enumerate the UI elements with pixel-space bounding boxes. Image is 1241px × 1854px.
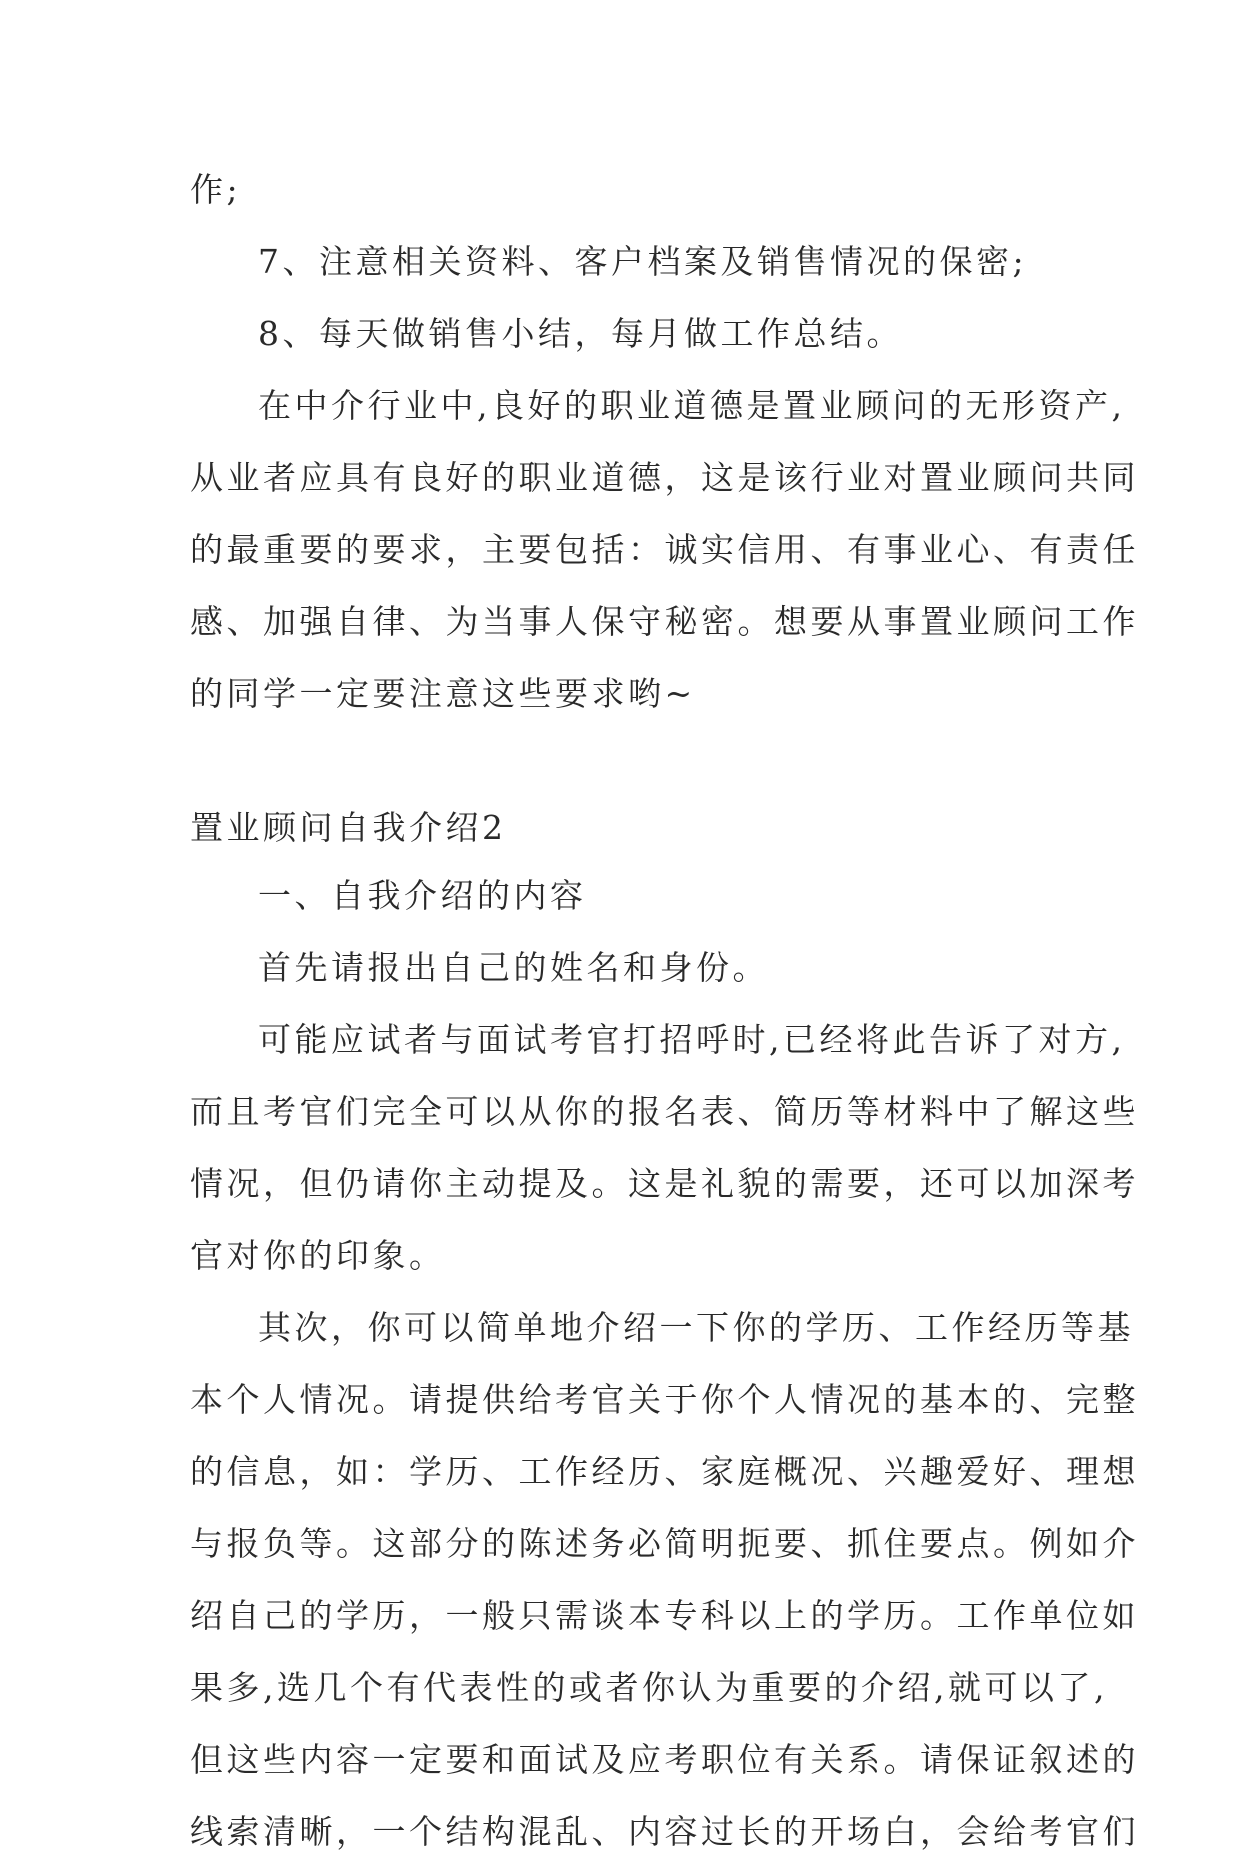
paragraph-line: 从业者应具有良好的职业道德，这是该行业对置业顾问共同 (190, 458, 1139, 497)
paragraph-line: 首先请报出自己的姓名和身份。 (258, 948, 769, 987)
paragraph-line: 的同学一定要注意这些要求哟~ (190, 674, 696, 713)
paragraph-line: 果多,选几个有代表性的或者你认为重要的介绍,就可以了, (190, 1668, 1108, 1707)
paragraph-line: 在中介行业中,良好的职业道德是置业顾问的无形资产, (258, 386, 1126, 425)
paragraph-line: 而且考官们完全可以从你的报名表、简历等材料中了解这些 (190, 1092, 1139, 1131)
paragraph-line: 与报负等。这部分的陈述务必简明扼要、抓住要点。例如介 (190, 1524, 1139, 1563)
paragraph-line: 本个人情况。请提供给考官关于你个人情况的基本的、完整 (190, 1380, 1139, 1419)
paragraph-line: 情况，但仍请你主动提及。这是礼貌的需要，还可以加深考 (190, 1164, 1139, 1203)
paragraph-line: 其次，你可以简单地介绍一下你的学历、工作经历等基 (258, 1308, 1134, 1347)
paragraph-line: 的信息，如：学历、工作经历、家庭概况、兴趣爱好、理想 (190, 1452, 1139, 1491)
paragraph-line: 绍自己的学历，一般只需谈本专科以上的学历。工作单位如 (190, 1596, 1139, 1635)
list-item-7: 7、注意相关资料、客户档案及销售情况的保密; (258, 242, 1028, 281)
paragraph-line: 线索清晰，一个结构混乱、内容过长的开场白，会给考官们 (190, 1812, 1139, 1851)
list-item-8: 8、每天做销售小结，每月做工作总结。 (258, 314, 903, 353)
paragraph-line: 但这些内容一定要和面试及应考职位有关系。请保证叙述的 (190, 1740, 1139, 1779)
subheading: 一、自我介绍的内容 (258, 876, 587, 915)
paragraph-line: 可能应试者与面试考官打招呼时,已经将此告诉了对方, (258, 1020, 1126, 1059)
paragraph-line: 的最重要的要求，主要包括：诚实信用、有事业心、有责任 (190, 530, 1139, 569)
paragraph-continuation-line: 作; (190, 170, 242, 209)
section-heading: 置业顾问自我介绍2 (190, 808, 507, 847)
paragraph-line: 感、加强自律、为当事人保守秘密。想要从事置业顾问工作 (190, 602, 1139, 641)
paragraph-line: 官对你的印象。 (190, 1236, 446, 1275)
